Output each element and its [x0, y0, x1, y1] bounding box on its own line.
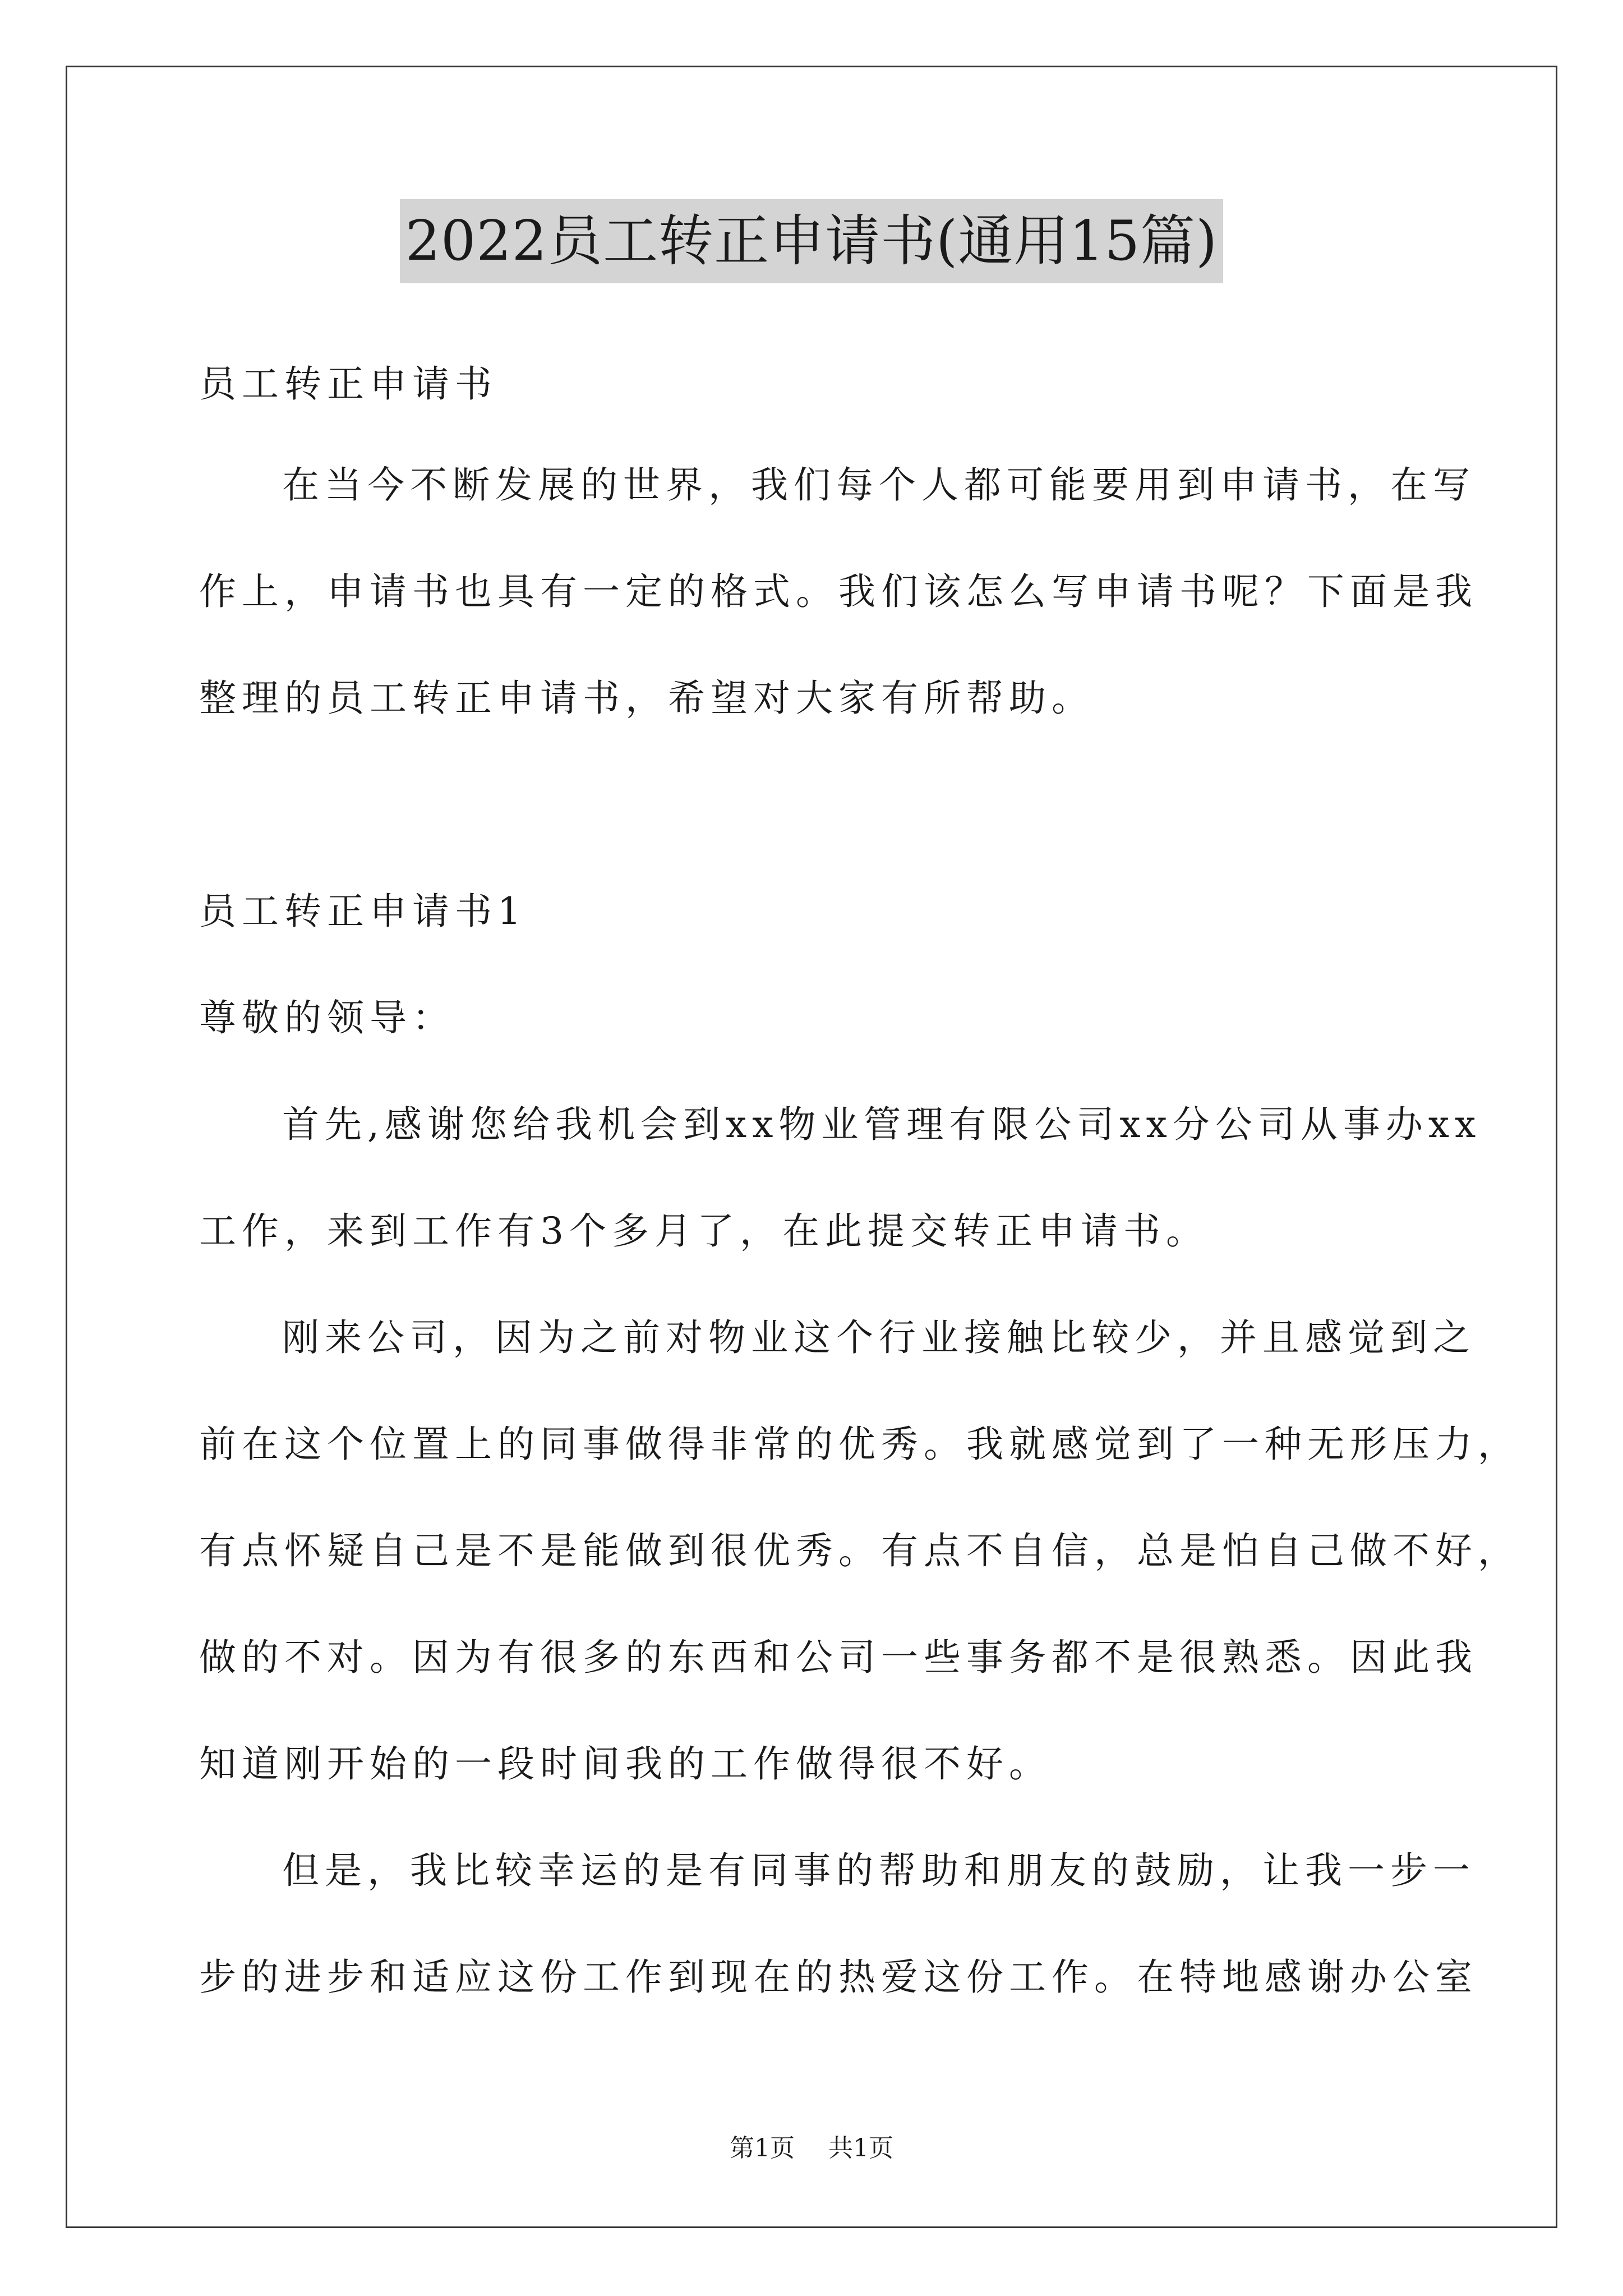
document-title: 2022员工转正申请书(通用15篇)	[400, 199, 1224, 283]
paragraph-line: 作上，申请书也具有一定的格式。我们该怎么写申请书呢？下面是我	[199, 570, 1478, 613]
paragraph-line: 前在这个位置上的同事做得非常的优秀。我就感觉到了一种无形压力，	[199, 1423, 1520, 1466]
title-container	[0, 199, 1623, 283]
paragraph-line: 首先,感谢您给我机会到xx物业管理有限公司xx分公司从事办xx	[282, 1103, 1482, 1146]
paragraph-line: 工作，来到工作有3个多月了，在此提交转正申请书。	[199, 1209, 1209, 1253]
page-footer	[0, 2132, 1623, 2165]
paragraph-line: 在当今不断发展的世界，我们每个人都可能要用到申请书，在写	[282, 463, 1476, 507]
section-heading: 员工转正申请书1	[199, 890, 527, 933]
paragraph-line: 知道刚开始的一段时间我的工作做得很不好。	[199, 1742, 1052, 1786]
paragraph-line: 刚来公司，因为之前对物业这个行业接触比较少，并且感觉到之	[282, 1316, 1476, 1359]
paragraph-line: 整理的员工转正申请书，希望对大家有所帮助。	[199, 677, 1094, 720]
paragraph-line: 但是，我比较幸运的是有同事的帮助和朋友的鼓励，让我一步一	[282, 1849, 1476, 1892]
salutation: 尊敬的领导：	[199, 996, 455, 1039]
page-number-total: 共1页	[828, 2134, 893, 2162]
paragraph-line: 做的不对。因为有很多的东西和公司一些事务都不是很熟悉。因此我	[199, 1636, 1478, 1679]
page-number-current: 第1页	[730, 2134, 795, 2162]
paragraph-line: 步的进步和适应这份工作到现在的热爱这份工作。在特地感谢办公室	[199, 1955, 1478, 1999]
section-heading: 员工转正申请书	[199, 362, 497, 406]
paragraph-line: 有点怀疑自己是不是能做到很优秀。有点不自信，总是怕自己做不好，	[199, 1529, 1520, 1572]
